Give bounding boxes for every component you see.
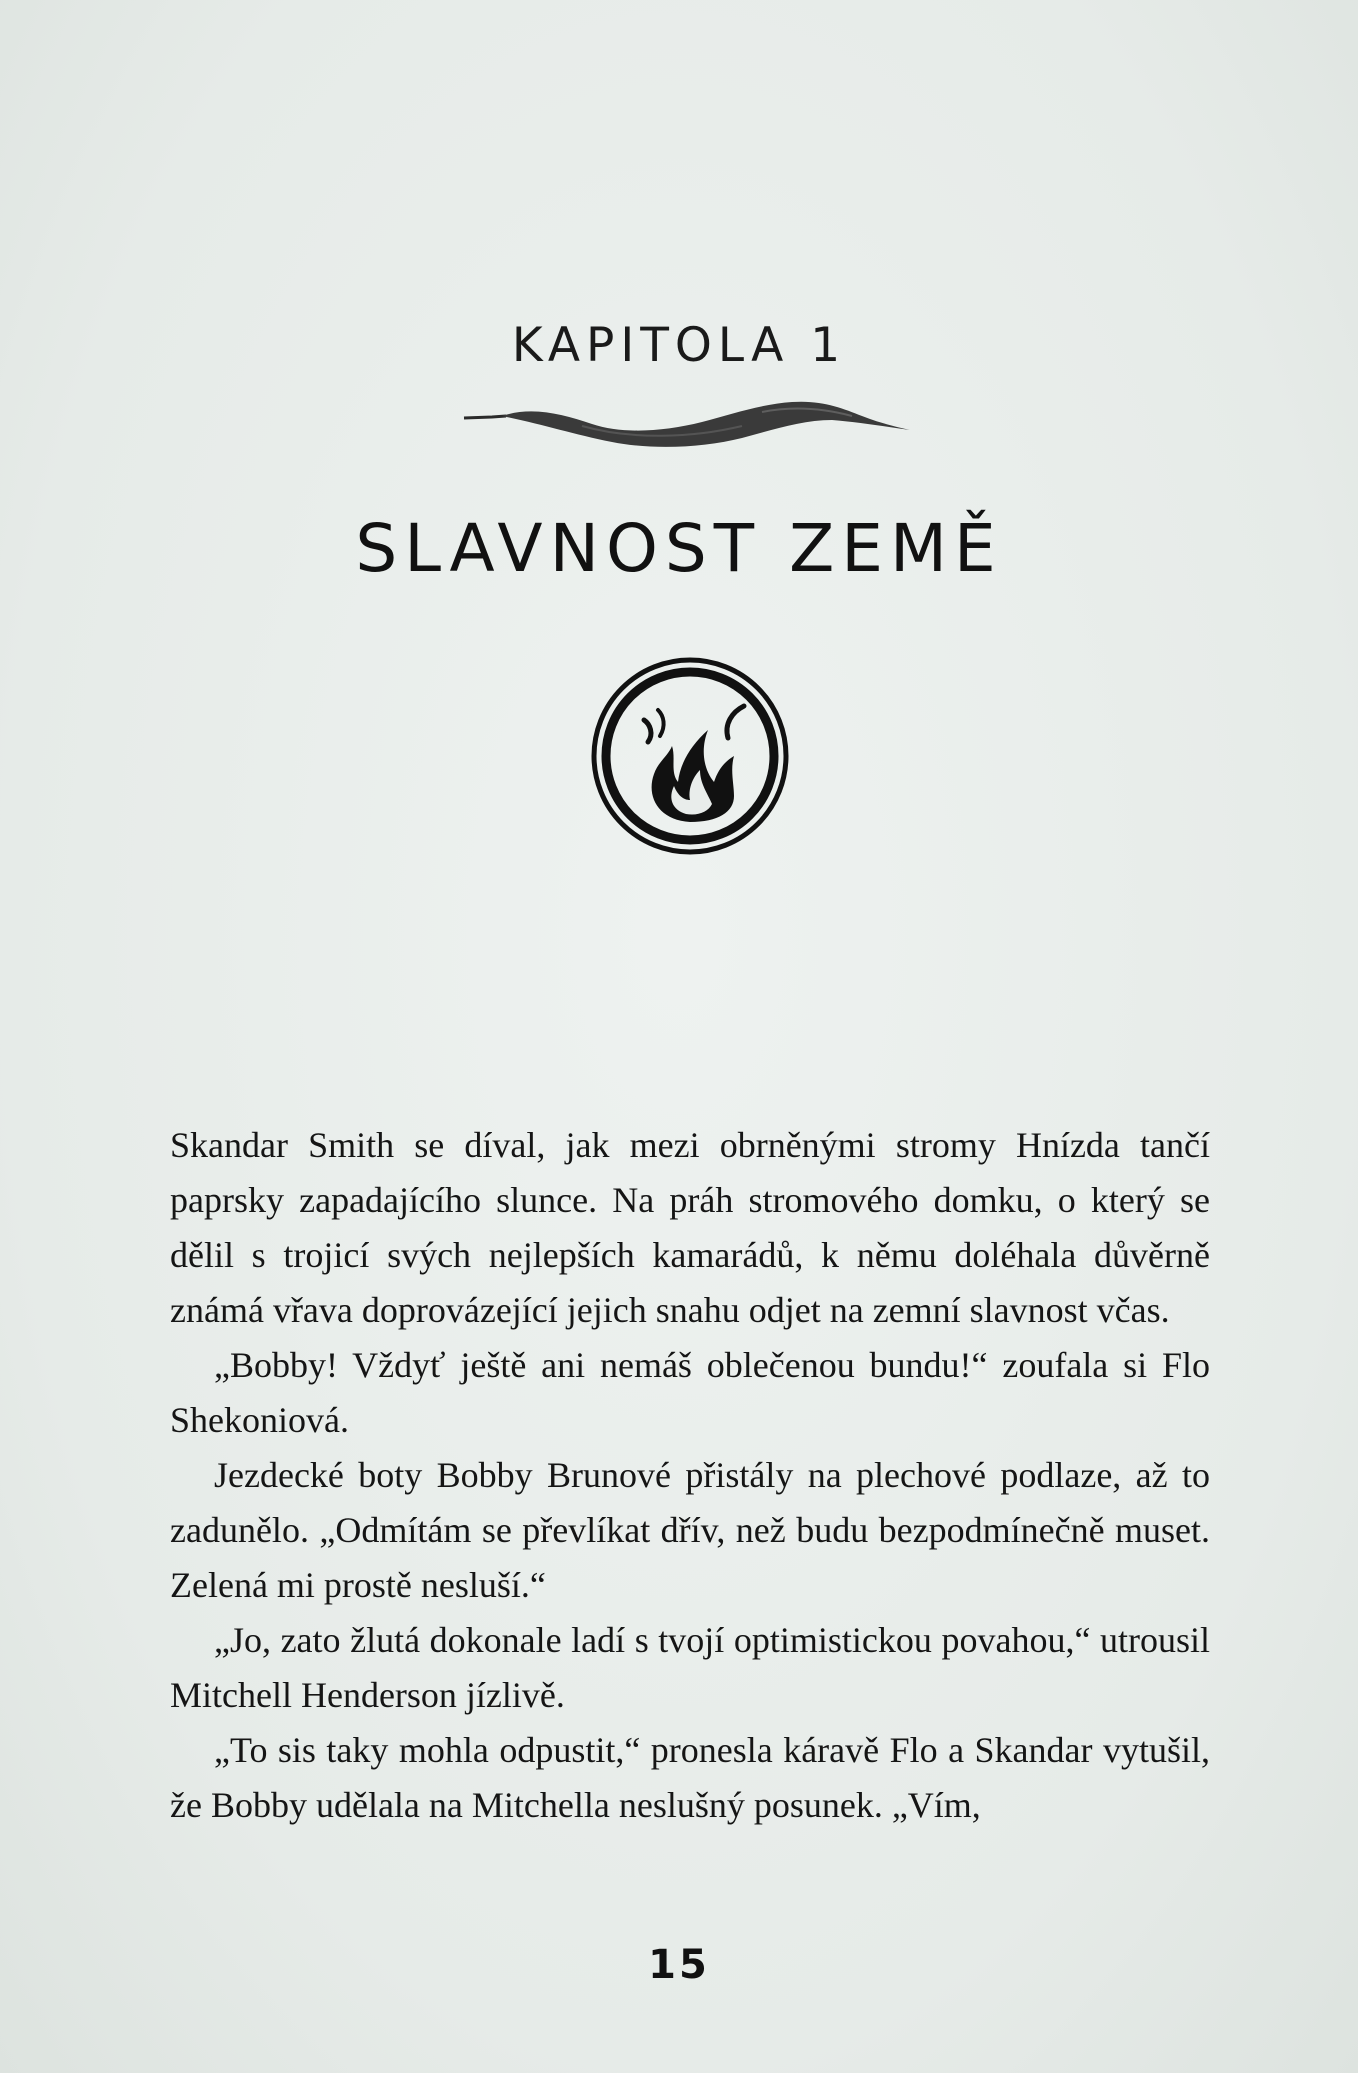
- page-number: 15: [648, 1942, 710, 1988]
- paragraph: Skandar Smith se díval, jak mezi obrněnými stromy Hnízda tančí paprsky zapadajícího slunce. Na práh stromového domku, o který se dělil s trojicí svých nejlepších kamarádů, k němu doléhala důvěrně známá vřava doprovázející jejich snahu odjet na zemní slavnost včas.: [170, 1125, 1210, 1330]
- chapter-body-text: [170, 1118, 1210, 1833]
- fire-element-emblem-icon: [588, 654, 792, 858]
- paragraph: „Jo, zato žlutá dokonale ladí s tvojí optimistickou povahou,“ utrousil Mitchell Henderson jízlivě.: [170, 1620, 1210, 1715]
- ink-swash-icon: [462, 396, 912, 452]
- paragraph: „Bobby! Vždyť ještě ani nemáš oblečenou bundu!“ zoufala si Flo Shekoniová.: [170, 1345, 1210, 1440]
- chapter-title: SLAVNOST ZEMĚ: [355, 510, 1003, 587]
- chapter-label: KAPITOLA 1: [511, 318, 847, 373]
- paragraph: „To sis taky mohla odpustit,“ pronesla káravě Flo a Skandar vytušil, že Bobby udělala na Mitchella neslušný posunek. „Vím,: [170, 1730, 1210, 1825]
- paragraph: Jezdecké boty Bobby Brunové přistály na plechové podlaze, až to zadunělo. „Odmítám se převlíkat dřív, než budu bezpodmínečně muset. Zelená mi prostě nesluší.“: [170, 1455, 1210, 1605]
